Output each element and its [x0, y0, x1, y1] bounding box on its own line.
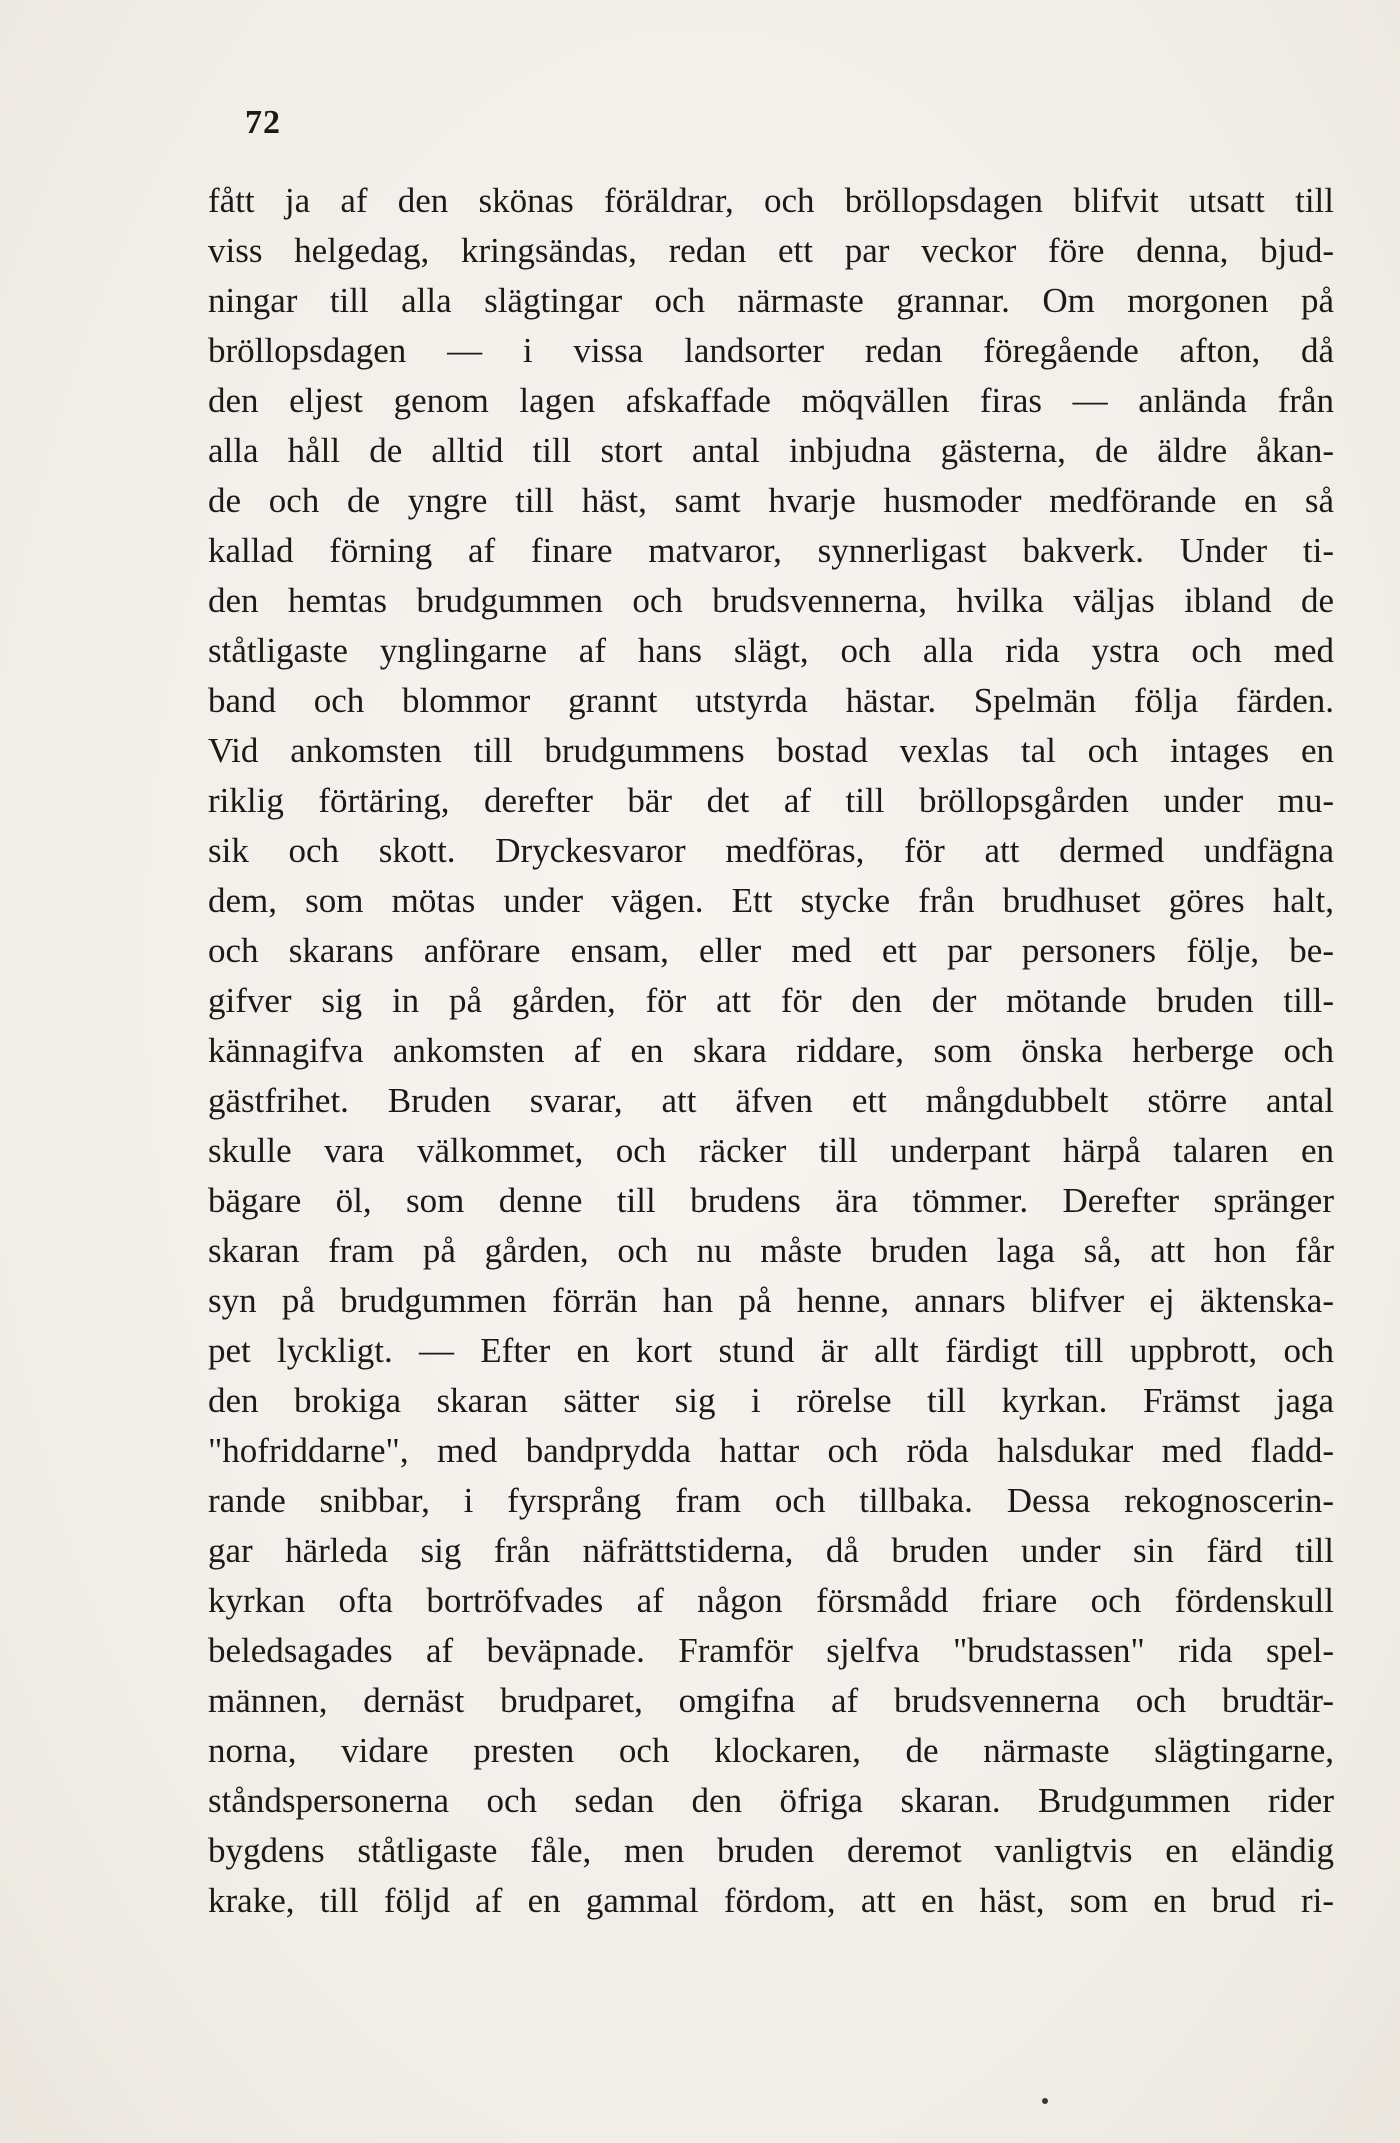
text-line: rande snibbar, i fyrsprång fram och tillbaka. Dessa rekognoscerin-	[208, 1481, 1334, 1520]
text-line: gar härleda sig från näfrättstiderna, då bruden under sin färd till	[208, 1531, 1334, 1570]
text-line: bröllopsdagen — i vissa landsorter redan föregående afton, då	[208, 331, 1334, 370]
text-line: norna, vidare presten och klockaren, de närmaste slägtingarne,	[208, 1731, 1334, 1770]
text-line: Vid ankomsten till brudgummens bostad vexlas tal och intages en	[208, 731, 1334, 770]
text-line: syn på brudgummen förrän han på henne, annars blifver ej äktenska-	[208, 1281, 1334, 1320]
text-line: skaran fram på gården, och nu måste bruden laga så, att hon får	[208, 1231, 1334, 1270]
text-line: den eljest genom lagen afskaffade möqvällen firas — anlända från	[208, 381, 1334, 420]
text-line: männen, dernäst brudparet, omgifna af brudsvennerna och brudtär-	[208, 1681, 1334, 1720]
body-text	[208, 176, 1334, 1926]
text-line: band och blommor grannt utstyrda hästar. Spelmän följa färden.	[208, 681, 1334, 720]
text-line: de och de yngre till häst, samt hvarje husmoder medförande en så	[208, 481, 1334, 520]
text-line: den hemtas brudgummen och brudsvennerna, hvilka väljas ibland de	[208, 581, 1334, 620]
text-line: alla håll de alltid till stort antal inbjudna gästerna, de äldre åkan-	[208, 431, 1334, 470]
text-line: sik och skott. Dryckesvaror medföras, för att dermed undfägna	[208, 831, 1334, 870]
text-line: ningar till alla slägtingar och närmaste grannar. Om morgonen på	[208, 281, 1334, 320]
text-line: beledsagades af beväpnade. Framför sjelfva "brudstassen" rida spel-	[208, 1631, 1334, 1670]
text-line: riklig förtäring, derefter bär det af till bröllopsgården under mu-	[208, 781, 1334, 820]
text-line: gifver sig in på gården, för att för den der mötande bruden till-	[208, 981, 1334, 1020]
text-line: och skarans anförare ensam, eller med ett par personers följe, be-	[208, 931, 1334, 970]
text-line: skulle vara välkommet, och räcker till underpant härpå talaren en	[208, 1131, 1334, 1170]
text-line: pet lyckligt. — Efter en kort stund är allt färdigt till uppbrott, och	[208, 1331, 1334, 1370]
text-line: ståndspersonerna och sedan den öfriga skaran. Brudgummen rider	[208, 1781, 1334, 1820]
text-line: bägare öl, som denne till brudens ära tömmer. Derefter spränger	[208, 1181, 1334, 1220]
text-line: den brokiga skaran sätter sig i rörelse till kyrkan. Främst jaga	[208, 1381, 1334, 1420]
text-line: dem, som mötas under vägen. Ett stycke från brudhuset göres halt,	[208, 881, 1334, 920]
text-line: bygdens ståtligaste fåle, men bruden deremot vanligtvis en eländig	[208, 1831, 1334, 1870]
page-number: 72	[245, 104, 281, 141]
text-line: ståtligaste ynglingarne af hans slägt, och alla rida ystra och med	[208, 631, 1334, 670]
text-line: gästfrihet. Bruden svarar, att äfven ett mångdubbelt större antal	[208, 1081, 1334, 1120]
print-speck	[1042, 2098, 1048, 2104]
text-line: fått ja af den skönas föräldrar, och bröllopsdagen blifvit utsatt till	[208, 181, 1334, 220]
text-line: "hofriddarne", med bandprydda hattar och röda halsdukar med fladd-	[208, 1431, 1334, 1470]
text-line: viss helgedag, kringsändas, redan ett par veckor före denna, bjud-	[208, 231, 1334, 270]
text-line: kallad förning af finare matvaror, synnerligast bakverk. Under ti-	[208, 531, 1334, 570]
text-line: krake, till följd af en gammal fördom, att en häst, som en brud ri-	[208, 1881, 1334, 1920]
text-line: kyrkan ofta bortröfvades af någon försmådd friare och fördenskull	[208, 1581, 1334, 1620]
text-line: kännagifva ankomsten af en skara riddare, som önska herberge och	[208, 1031, 1334, 1070]
